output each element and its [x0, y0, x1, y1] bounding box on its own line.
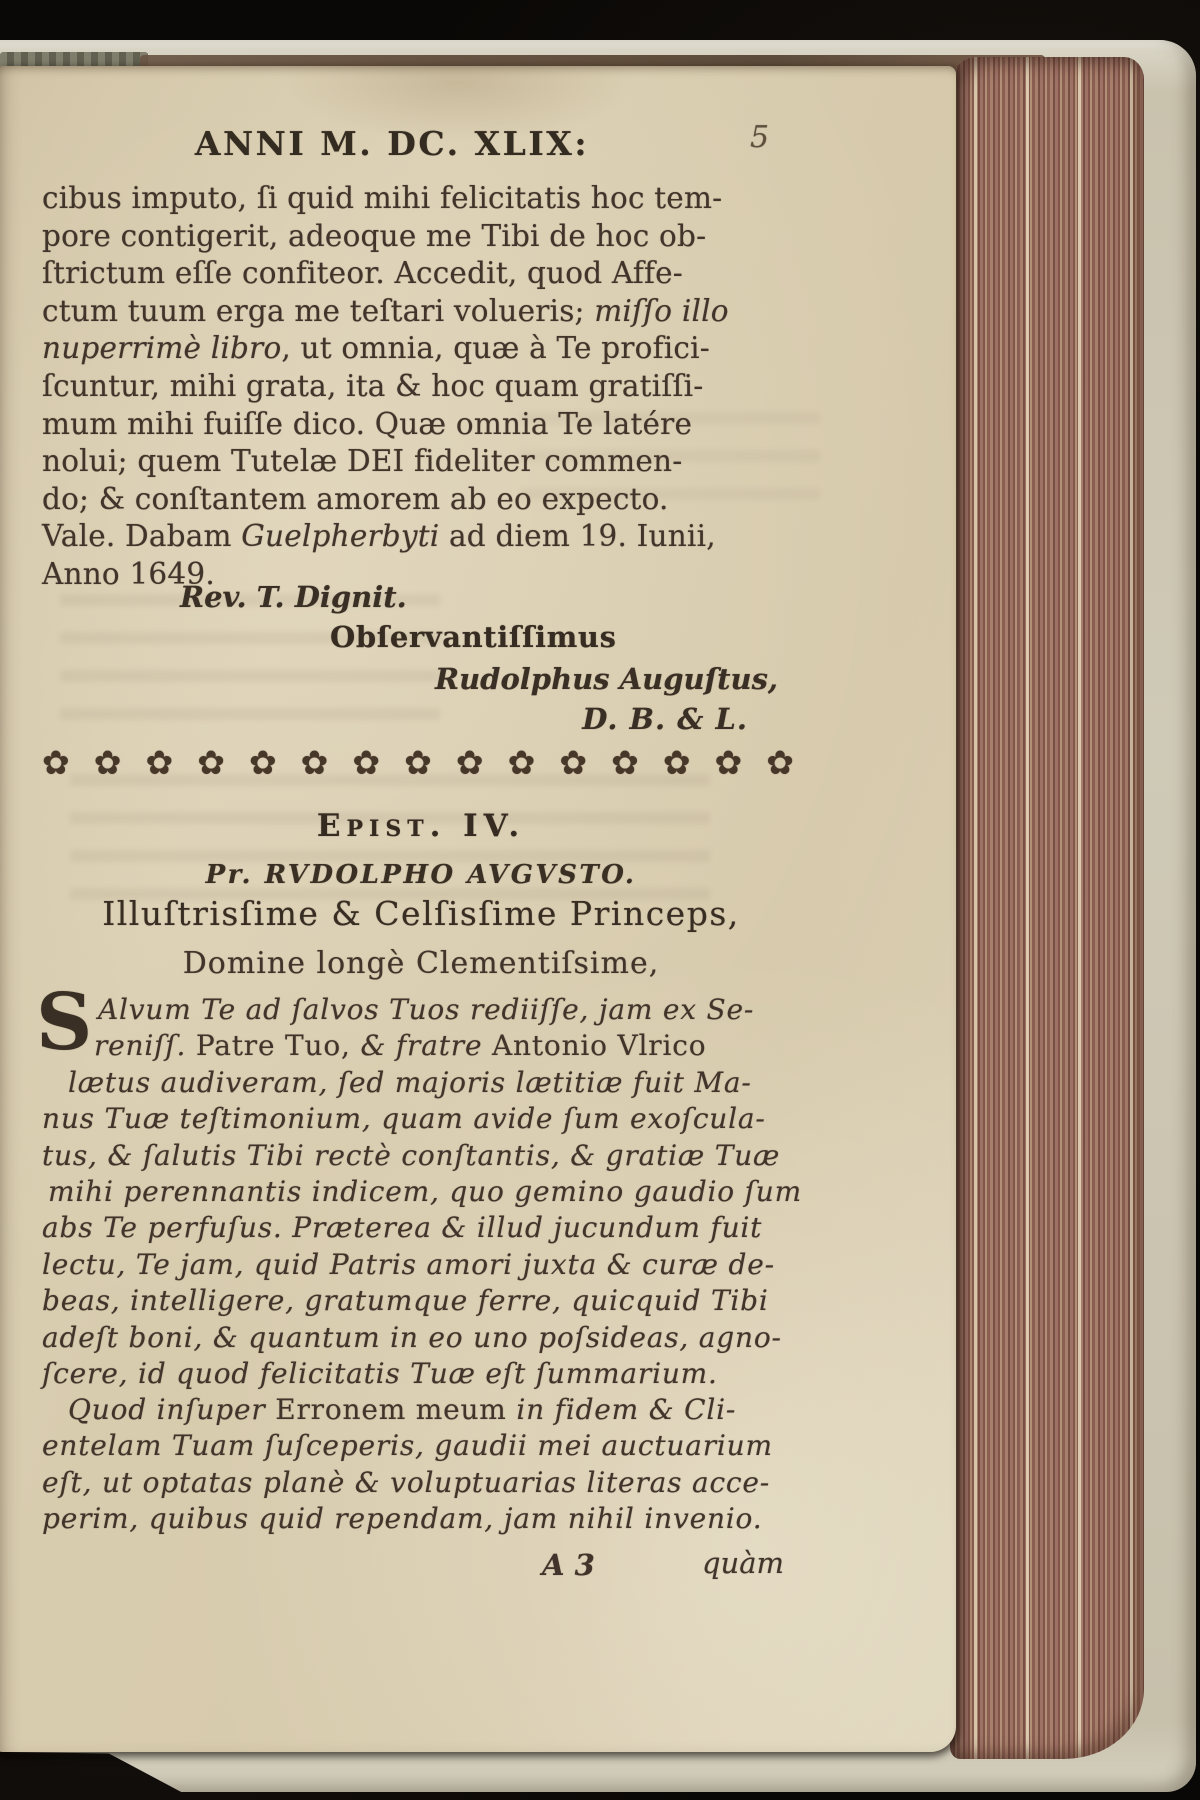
text-run: Quod inſuper [68, 1393, 276, 1426]
gathering-signature-mark: A 3 [542, 1548, 595, 1582]
valediction-observant: Obſervantiſſimus [330, 620, 617, 654]
text-run: Vale. Dabam [42, 519, 242, 554]
fore-edge-page-stack [950, 57, 1144, 1759]
text-run: Erronem meum [275, 1393, 517, 1426]
text-run: ad diem 19. Iunii, [439, 519, 716, 554]
fleuron-ornament-icon: ✿ [145, 743, 174, 782]
text-run: perim, quibus quid rependam, jam nihil invenio. [42, 1502, 763, 1536]
text-run: miſſo illo [594, 293, 729, 328]
text-run: ſcuntur, mihi grata, ita & hoc quam gratiſſi- [42, 368, 704, 403]
salutation-line-1: Illuſtrisſime & Celſisſime Princeps, [102, 894, 740, 933]
text-line [42, 1501, 800, 1537]
text-line [42, 1465, 800, 1501]
text-run: Alvum Te ad ſalvos Tuos rediiſſe, jam ex Se- [98, 993, 755, 1026]
text-line [42, 1320, 800, 1356]
catchword: quàm [701, 1546, 784, 1580]
fleuron-ornament-icon: ✿ [42, 743, 70, 782]
fleuron-ornament-icon: ✿ [559, 743, 587, 782]
text-line [42, 1283, 800, 1319]
drop-cap-initial: S [36, 977, 93, 1068]
text-run: nolui; quem Tutelæ DEI fideliter commen- [42, 444, 683, 479]
fleuron-ornament-icon: ✿ [248, 743, 277, 782]
fleuron-ornament-icon: ✿ [352, 743, 381, 782]
fleuron-ornament-icon: ✿ [507, 743, 536, 782]
paragraph-3 [42, 1392, 800, 1538]
text-line [42, 518, 800, 556]
text-run: nuperrimè libro [42, 331, 282, 366]
text-line [42, 406, 800, 444]
text-run: ctum tuum erga me teſtari volueris; [42, 293, 595, 328]
text-run: adeſt boni, & quantum in eo uno poſsideas, agno- [42, 1320, 782, 1354]
text-run: nus Tuæ teſtimonium, quam avide ſum exoſcula- [42, 1102, 766, 1136]
text-line [42, 481, 800, 519]
text-run: ſtrictum eſſe confiteor. Accedit, quod Affe- [42, 256, 683, 291]
epistle-heading: Epist. IV. [316, 808, 526, 844]
text-run: tus, & ſalutis Tibi rectè conſtantis, & gratiæ Tuæ [42, 1138, 781, 1172]
fleuron-ornament-icon: ✿ [662, 743, 691, 782]
valediction-dignity: Rev. T. Dignit. [180, 580, 407, 614]
page-number: 5 [750, 120, 770, 155]
text-run: ſcere, id quod felicitatis Tuæ eſt ſummarium. [42, 1357, 718, 1391]
text-line [42, 556, 800, 594]
text-line [42, 1428, 800, 1464]
text-run: Guelpherbyti [241, 519, 440, 554]
fleuron-ornament-icon: ✿ [300, 743, 329, 782]
text-line [42, 255, 800, 293]
text-line [42, 1392, 800, 1428]
text-run: cibus imputo, ſi quid mihi felicitatis hoc tem- [42, 181, 723, 215]
text-line [42, 330, 800, 368]
text-run: in fidem & Cli- [516, 1393, 737, 1426]
text-run: lætus audiveram, ſed majoris lætitiæ fuit Ma- [68, 1065, 752, 1099]
salutation-line-2: Domine longè Clementiſsime, [182, 946, 660, 981]
fleuron-ornament-icon: ✿ [197, 743, 225, 782]
text-run: , ut omnia, quæ à Te profici- [281, 331, 710, 366]
text-line [42, 1356, 800, 1392]
text-line [42, 1210, 800, 1246]
epistle-addressee: Pr. RVDOLPHO AVGVSTO. [205, 860, 637, 890]
text-run: mum mihi fuiſſe dico. Quæ omnia Te latére [42, 406, 693, 441]
text-run: Anno 1649. [42, 556, 215, 591]
fleuron-ornament-icon: ✿ [611, 743, 639, 782]
text-run: & fratre [360, 1029, 493, 1063]
paragraph-1 [42, 180, 800, 594]
text-line [42, 1065, 800, 1101]
text-line [42, 443, 800, 481]
fleuron-ornament-icon: ✿ [93, 743, 122, 782]
text-line [42, 1028, 800, 1064]
fleuron-ornament-icon: ✿ [714, 743, 743, 782]
signature-initials: D. B. & L. [582, 702, 748, 736]
fleuron-ornament-icon: ✿ [455, 743, 484, 782]
text-line [42, 1174, 800, 1210]
text-line [42, 218, 800, 256]
text-run: abs Te perfuſus. Præterea & illud jucundum fuit [42, 1211, 763, 1245]
text-run: pore contigerit, adeoque me Tibi de hoc ob- [42, 218, 707, 253]
text-line [42, 1138, 800, 1174]
text-line [42, 368, 800, 406]
text-run: reniſſ. [94, 1029, 196, 1063]
text-run: beas, intelligere, gratumque ferre, quicquid Tibi [42, 1284, 769, 1318]
fleuron-ornament-row [42, 743, 794, 782]
text-run: Patre Tuo, [195, 1029, 361, 1063]
text-line [42, 1247, 800, 1283]
text-run: entelam Tuam ſuſceperis, gaudii mei auctuarium [42, 1429, 773, 1463]
text-line [42, 293, 800, 331]
text-line [42, 1101, 800, 1137]
text-run: Antonio Vlrico [492, 1029, 707, 1063]
text-run: mihi perennantis indicem, quo gemino gaudio ſum [48, 1175, 802, 1209]
running-head: ANNI M. DC. XLIX: [194, 124, 590, 163]
text-line [42, 992, 800, 1028]
text-run: eſt, ut optatas planè & voluptuarias literas acce- [42, 1465, 771, 1499]
text-run: lectu, Te jam, quid Patris amori juxta & curæ de- [42, 1247, 775, 1281]
text-line [42, 180, 800, 218]
text-run: do; & conſtantem amorem ab eo expecto. [42, 481, 669, 516]
paragraph-2 [42, 992, 800, 1392]
fleuron-ornament-icon: ✿ [404, 743, 432, 782]
book-page [0, 66, 956, 1752]
fleuron-ornament-icon: ✿ [766, 743, 794, 782]
signature-name: Rudolphus Auguſtus, [434, 662, 778, 696]
